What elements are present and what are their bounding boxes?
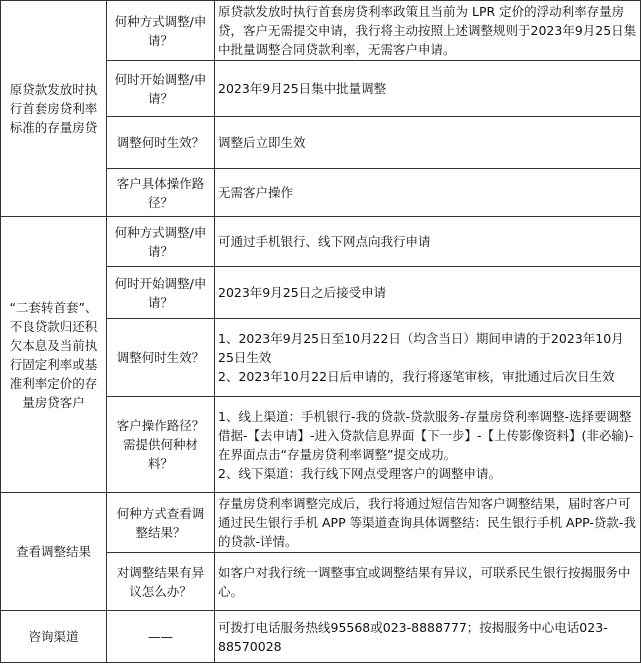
answer-text: 如客户对我行统一调整事宜或调整结果有异议，可联系民生银行按揭服务中心。 (218, 564, 631, 599)
answer-text: 1、线上渠道：手机银行-我的贷款-贷款服务-存量房贷利率调整-选择要调整借据-【去申请】-进入贷款信息界面【下一步】-【上传影像资料】(非必输)-在界面点击“存量房贷利率调整”提交成功。 (218, 408, 634, 462)
answer-cell (215, 117, 641, 169)
question-cell: 客户操作路径？需提供何种材料？ (107, 397, 215, 493)
question-cell: 调整何时生效？ (107, 117, 215, 169)
table-row (1, 1, 641, 61)
answer-text: 原贷款发放时执行首套房贷利率政策且当前为 LPR 定价的浮动利率存量房贷，客户无需提交申请，我行将主动按照上述调整规则于2023年9月25日集中批量调整合同贷款利率，无需客户申请。 (218, 4, 637, 57)
question-cell: 何种方式调整/申请？ (107, 1, 215, 61)
answer-cell (215, 169, 641, 217)
question-cell: —— (107, 611, 215, 663)
answer-cell (215, 397, 641, 493)
group-cell: 查看调整结果 (1, 493, 107, 611)
question-cell: 客户具体操作路径？ (107, 169, 215, 217)
question-cell: 何种方式调整/申请？ (107, 217, 215, 267)
group-cell: 咨询渠道 (1, 611, 107, 663)
answer-cell (215, 61, 641, 117)
answer-cell (215, 493, 641, 553)
answer-text: 调整后立即生效 (218, 135, 306, 150)
group-cell: 原贷款发放时执行首套房贷利率标准的存量房贷 (1, 1, 107, 217)
question-cell: 何种方式查看调整结果？ (107, 493, 215, 553)
question-cell: 何时开始调整/申请？ (107, 61, 215, 117)
answer-text: 2、线下渠道：我行线下网点受理客户的调整申请。 (218, 465, 501, 481)
table-row (1, 493, 641, 553)
answer-text: 可拨打电话服务热线95568或023-8888777；按揭服务中心电话023-88570028 (218, 619, 608, 654)
answer-cell (215, 217, 641, 267)
question-cell: 调整何时生效？ (107, 319, 215, 397)
table-row (1, 611, 641, 663)
question-cell: 对调整结果有异议怎么办？ (107, 553, 215, 611)
table-row (1, 217, 641, 267)
answer-cell (215, 267, 641, 319)
answer-cell (215, 1, 641, 61)
answer-text: 可通过手机银行、线下网点向我行申请 (218, 234, 431, 249)
answer-text: 2023年9月25日之后接受申请 (218, 285, 387, 300)
answer-cell (215, 611, 641, 663)
answer-text: 2、2023年10月22日后申请的，我行将逐笔审核，审批通过后次日生效 (218, 369, 615, 384)
question-cell: 何时开始调整/申请？ (107, 267, 215, 319)
answer-text: 1、2023年9月25日至10月22日（均含当日）期间申请的于2023年10月25日生效 (218, 331, 624, 365)
group-cell: “二套转首套”、不良贷款归还积欠本息及当前执行固定利率或基准利率定价的存量房贷客户 (1, 217, 107, 493)
answer-cell (215, 553, 641, 611)
answer-cell (215, 319, 641, 397)
answer-text: 无需客户操作 (218, 185, 294, 200)
answer-text: 存量房贷利率调整完成后，我行将通过短信告知客户调整结果，届时客户可通过民生银行手机 APP 等渠道查询具体调整结：民生银行手机 APP-贷款-我的贷款-详情。 (218, 496, 636, 549)
answer-text: 2023年9月25日集中批量调整 (218, 81, 387, 96)
